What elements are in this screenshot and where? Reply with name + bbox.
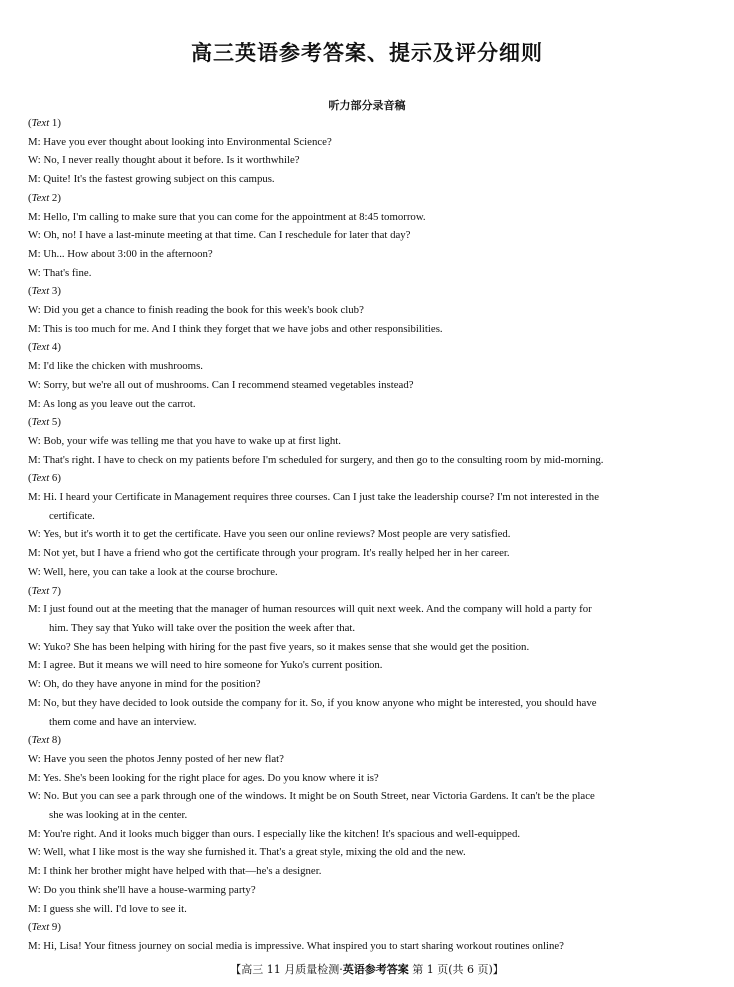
dialogue-line: M: I think her brother might have helped with that—he's a designer.: [28, 865, 322, 878]
dialogue-line-continuation: she was looking at in the center.: [49, 809, 188, 822]
text-label: (Text 5): [28, 416, 61, 429]
dialogue-line-continuation: them come and have an interview.: [49, 715, 197, 728]
dialogue-line: M: Uh... How about 3:00 in the afternoon?: [28, 247, 213, 260]
dialogue-line: M: Quite! It's the fastest growing subject on this campus.: [28, 173, 275, 186]
dialogue-line: W: No. But you can see a park through one of the windows. It might be on South Street, near Victoria Gardens. It can't be the place: [28, 790, 595, 803]
footer-page-info: 第 1 页(共 6 页)】: [408, 963, 504, 976]
dialogue-line: W: Yuko? She has been helping with hiring for the past five years, so it makes sense that she would get the position.: [28, 640, 530, 653]
text-label: (Text 6): [28, 472, 61, 485]
text-section-label: [28, 413, 714, 432]
dialogue-line: M: Yes. She's been looking for the right place for ages. Do you know where it is?: [28, 771, 379, 784]
dialogue-line-continuation: him. They say that Yuko will take over the position the week after that.: [49, 621, 356, 634]
dialogue-line: W: That's fine.: [28, 266, 92, 279]
dialogue-line: M: Hello, I'm calling to make sure that you can come for the appointment at 8:45 tomorrow.: [28, 210, 426, 223]
section-subtitle: 听力部分录音稿: [328, 99, 406, 112]
dialogue-line: M: I'd like the chicken with mushrooms.: [28, 360, 203, 373]
dialogue-line: M: As long as you leave out the carrot.: [28, 397, 196, 410]
dialogue-line: M: That's right. I have to check on my patients before I'm scheduled for surgery, and then go to the consulting room by mid-morning.: [28, 453, 604, 466]
dialogue-line: M: You're right. And it looks much bigger than ours. I especially like the kitchen! It's spacious and well-equipped.: [28, 827, 521, 840]
dialogue-line: W: Oh, do they have anyone in mind for the position?: [28, 678, 261, 691]
text-label: (Text 1): [28, 117, 61, 129]
page-title: 高三英语参考答案、提示及评分细则: [191, 41, 543, 65]
dialogue-line: M: Have you ever thought about looking into Environmental Science?: [28, 135, 332, 148]
dialogue-line: W: Oh, no! I have a last-minute meeting at that time. Can I reschedule for later that day?: [28, 229, 411, 242]
text-section-label: [28, 114, 714, 133]
page-footer: [0, 961, 734, 977]
text-label: (Text 3): [28, 285, 61, 298]
dialogue-line: M: I just found out at the meeting that the manager of human resources will quit next week. And the company will hold a party for: [28, 603, 592, 616]
text-label: (Text 2): [28, 191, 61, 204]
dialogue-line: W: Bob, your wife was telling me that you have to wake up at first light.: [28, 434, 341, 447]
dialogue-line: M: Hi. I heard your Certificate in Management requires three courses. Can I just take the leadership course? I'm not interested in the: [28, 491, 599, 504]
footer-prefix: 【高三 11 月质量检测·: [230, 963, 343, 976]
text-label: (Text 8): [28, 734, 61, 747]
footer-subject: 英语参考答案: [342, 963, 409, 976]
dialogue-line: W: Did you get a chance to finish reading the book for this week's book club?: [28, 304, 364, 317]
dialogue-line: W: Have you seen the photos Jenny posted of her new flat?: [28, 752, 284, 765]
dialogue-line-continuation: certificate.: [49, 509, 95, 522]
dialogue-line: W: No, I never really thought about it before. Is it worthwhile?: [28, 154, 300, 167]
dialogue-line: W: Well, what I like most is the way she furnished it. That's a great style, mixing the old and the new.: [28, 846, 466, 859]
transcript-body: [28, 114, 714, 956]
dialogue-line: M: No, but they have decided to look outside the company for it. So, if you know anyone who might be interested, you should have: [28, 696, 597, 709]
text-section-label: [28, 469, 714, 488]
text-label: (Text 7): [28, 584, 61, 597]
dialogue-line: W: Do you think she'll have a house-warming party?: [28, 883, 256, 896]
text-section-label: [28, 189, 714, 208]
text-section-label: [28, 918, 714, 937]
dialogue-line: M: Hi, Lisa! Your fitness journey on social media is impressive. What inspired you to start sharing workout routines online?: [28, 939, 564, 952]
text-section-label: [28, 338, 714, 357]
dialogue-line: W: Sorry, but we're all out of mushrooms. Can I recommend steamed vegetables instead?: [28, 378, 414, 391]
dialogue-line: W: Yes, but it's worth it to get the certificate. Have you seen our online reviews? Most people are very satisfied.: [28, 528, 511, 541]
dialogue-line: M: This is too much for me. And I think they forget that we have jobs and other responsibilities.: [28, 322, 443, 335]
dialogue-line: M: Not yet, but I have a friend who got the certificate through your program. It's really helped her in her career.: [28, 547, 510, 560]
text-label: (Text 4): [28, 341, 61, 354]
text-label: (Text 9): [28, 921, 61, 934]
dialogue-line: M: I guess she will. I'd love to see it.: [28, 902, 187, 915]
dialogue-line: W: Well, here, you can take a look at the course brochure.: [28, 565, 278, 578]
text-section-label: [28, 731, 714, 750]
dialogue-line: M: I agree. But it means we will need to hire someone for Yuko's current position.: [28, 659, 383, 672]
text-section-label: [28, 282, 714, 301]
text-section-label: [28, 582, 714, 601]
